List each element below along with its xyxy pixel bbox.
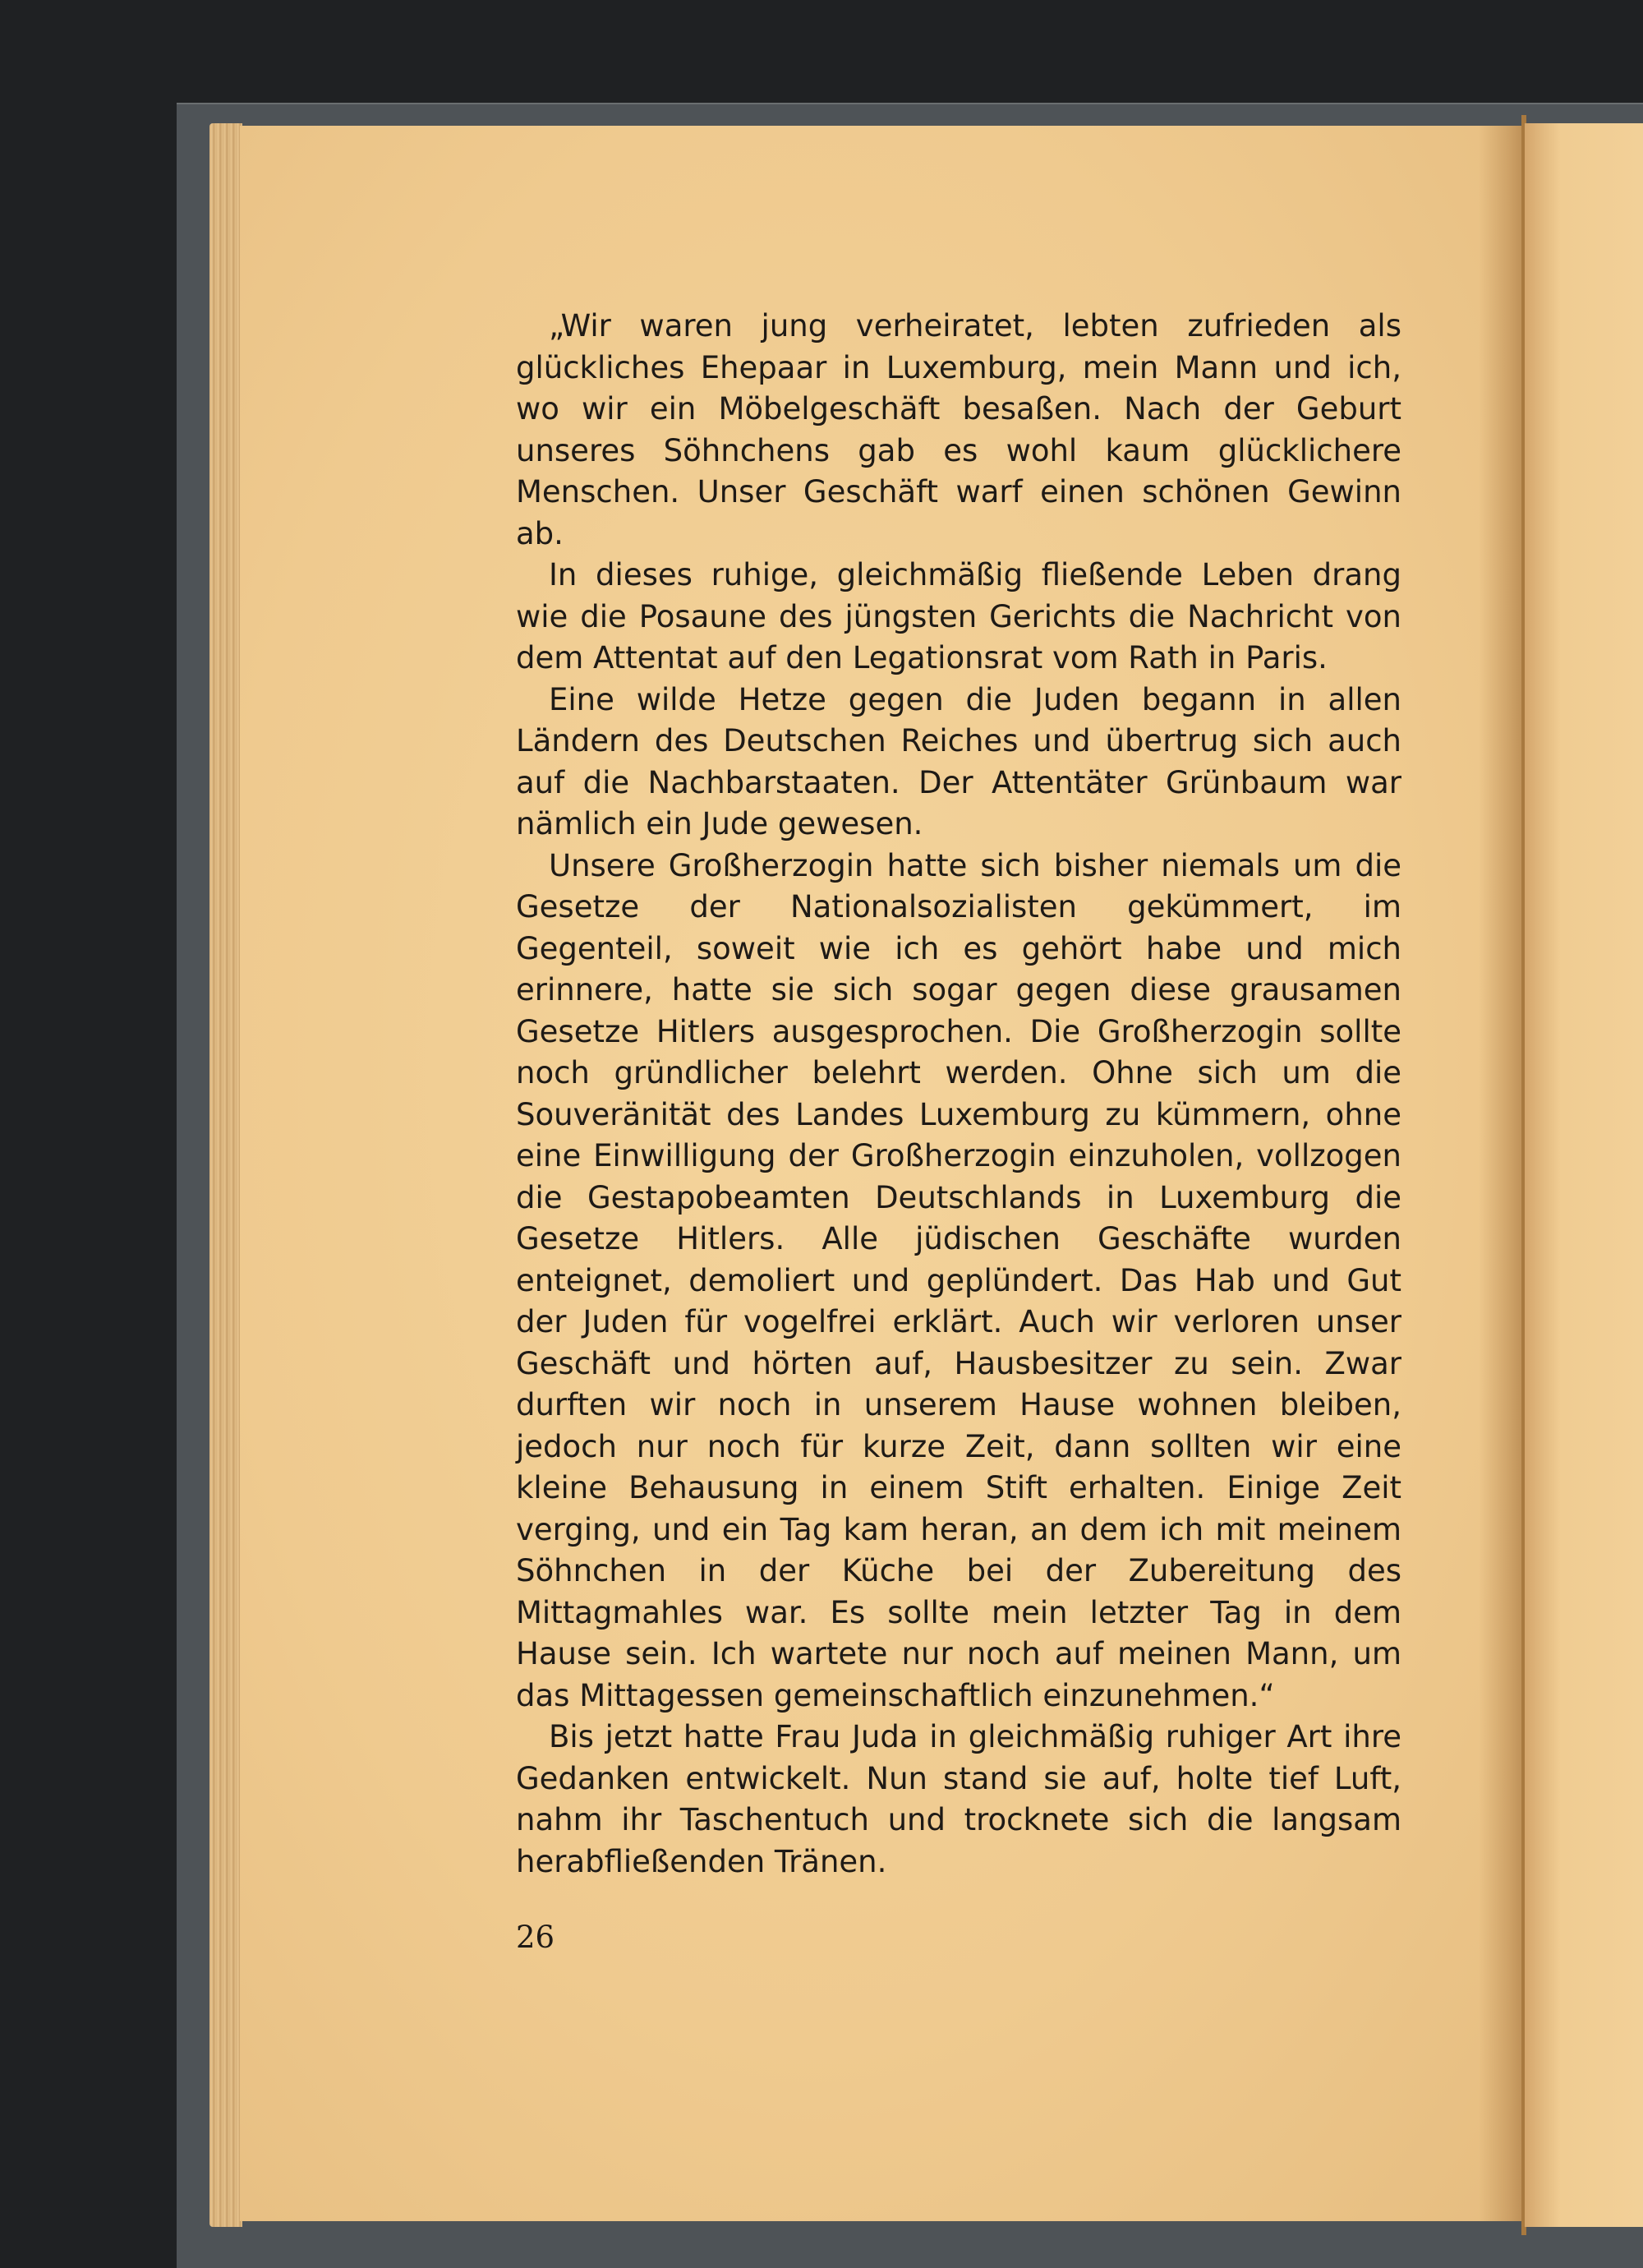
paragraph-4: Unsere Großherzogin hatte sich bisher niemals um die Gesetze der Nationalsozialisten gekümmert, im Gegenteil, soweit wie ich es gehört habe und mich erinnere, hatte sie sich sogar gegen diese grausamen Gesetze Hitlers ausgesprochen. Die Großherzogin sollte noch gründlicher belehrt werden. Ohne sich um die Souveränität des Landes Luxemburg zu kümmern, ohne eine Einwilligung der Großherzogin einzuholen, vollzogen die Gestapobeamten Deutschlands in Luxemburg die Gesetze Hitlers. Alle jüdischen Geschäfte wurden enteignet, demoliert und geplündert. Das Hab und Gut der Juden für vogelfrei erklärt. Auch wir verloren unser Geschäft und hörten auf, Hausbesitzer zu sein. Zwar durften wir noch in unserem Hause wohnen bleiben, jedoch nur noch für kurze Zeit, dann sollten wir eine kleine Behausung in einem Stift erhalten. Einige Zeit verging, und ein Tag kam heran, an dem ich mit meinem Söhnchen in der Küche bei der Zubereitung des Mittagmahles war. Es sollte mein letzter Tag in dem Hause sein. Ich wartete nur noch auf meinen Mann, um das Mittagessen gemeinschaftlich einzunehmen.“ (516, 847, 1401, 1713)
paragraph-2: In dieses ruhige, gleichmäßig fließende Leben drang wie die Posaune des jüngsten Gerichts die Nachricht von dem Attentat auf den Legationsrat vom Rath in Paris. (516, 557, 1401, 675)
page-gutter-shadow (1479, 126, 1528, 2221)
body-text (516, 306, 1401, 1883)
page-number: 26 (516, 1920, 555, 1955)
paragraph-3: Eine wilde Hetze gegen die Juden begann in allen Ländern des Deutschen Reiches und übertrug sich auch auf die Nachbarstaaten. Der Attentäter Grünbaum war nämlich ein Jude gewesen. (516, 681, 1401, 841)
page-edges (209, 123, 242, 2227)
paragraph-5: Bis jetzt hatte Frau Juda in gleichmäßig ruhiger Art ihre Gedanken entwickelt. Nun stand sie auf, holte tief Luft, nahm ihr Taschentuch und trocknete sich die langsam herabfließenden Tränen. (516, 1719, 1401, 1879)
paragraph-1: „Wir waren jung verheiratet, lebten zufrieden als glückliches Ehepaar in Luxemburg, mein Mann und ich, wo wir ein Möbelgeschäft besaßen. Nach der Geburt unseres Söhnchens gab es wohl kaum glücklichere Menschen. Unser Geschäft warf einen schönen Gewinn ab. (516, 308, 1401, 551)
facing-page (1525, 123, 1643, 2227)
